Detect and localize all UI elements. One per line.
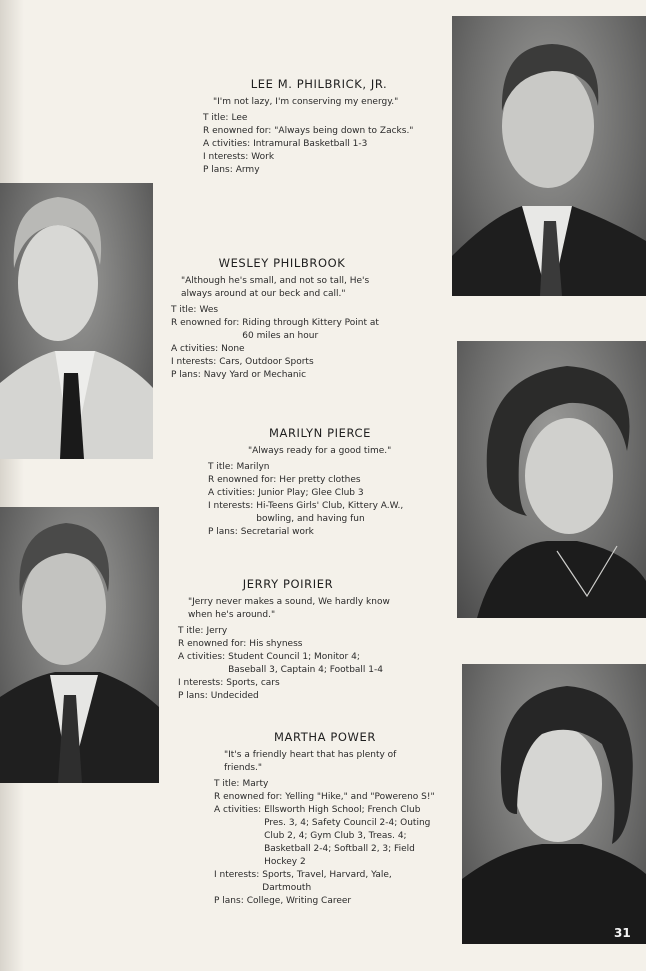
page-binding-shadow <box>0 0 24 971</box>
student-quote: "Always ready for a good time." <box>248 446 392 456</box>
interests-label: I nterests: <box>208 501 254 511</box>
activities-field <box>208 487 432 500</box>
title-value: Marty <box>242 779 269 789</box>
title-field <box>178 625 398 638</box>
activities-field <box>178 651 398 677</box>
plans-value: College, Writing Career <box>246 896 352 906</box>
renowned-label: R enowned for: <box>178 639 247 649</box>
interests-field <box>203 151 435 164</box>
activities-label: A ctivities: <box>171 344 219 354</box>
student-name: LEE M. PHILBRICK, JR. <box>250 77 388 91</box>
activities-field <box>203 138 435 151</box>
senior-entry-lee-philbrick <box>203 78 435 177</box>
interests-value: Work <box>251 152 275 162</box>
interests-label: I nterests: <box>203 152 249 162</box>
plans-value: Navy Yard or Mechanic <box>203 370 307 380</box>
interests-label: I nterests: <box>178 678 224 688</box>
activities-label: A ctivities: <box>214 805 262 815</box>
student-name: MARTHA POWER <box>274 730 376 744</box>
activities-value: Junior Play; Glee Club 3 <box>258 488 364 498</box>
student-quote: "It's a friendly heart that has plenty of friends." <box>224 750 397 773</box>
interests-field <box>178 677 398 690</box>
interests-label: I nterests: <box>214 870 260 880</box>
title-field <box>214 778 436 791</box>
senior-entry-martha-power <box>214 731 436 908</box>
senior-entry-wesley-philbrook <box>171 257 393 382</box>
activities-label: A ctivities: <box>203 139 251 149</box>
plans-field <box>208 526 432 539</box>
portrait-photo-lee-philbrick <box>452 16 646 296</box>
activities-value: Ellsworth High School; French Club Pres. 3, 4; Safety Council 2-4; Outing Club 2, 4; Gym Club 3, Treas. 4; Basketball 2-4; Softball 2, 3; Field Hockey 2 <box>264 805 431 867</box>
activities-label: A ctivities: <box>208 488 256 498</box>
renowned-label: R enowned for: <box>208 475 277 485</box>
interests-field <box>208 500 432 526</box>
renowned-value: Yelling "Hike," and "Powereno S!" <box>285 792 435 802</box>
activities-field <box>214 804 436 869</box>
renowned-value: "Always being down to Zacks." <box>274 126 414 136</box>
plans-label: P lans: <box>171 370 201 380</box>
title-label: T itle: <box>171 305 197 315</box>
title-value: Lee <box>231 113 248 123</box>
renowned-label: R enowned for: <box>203 126 272 136</box>
plans-label: P lans: <box>203 165 233 175</box>
interests-field <box>214 869 436 895</box>
title-label: T itle: <box>178 626 204 636</box>
renowned-label: R enowned for: <box>171 318 240 328</box>
portrait-photo-martha-power <box>462 664 646 944</box>
activities-field <box>171 343 393 356</box>
portrait-photo-jerry-poirier <box>0 507 159 783</box>
renowned-value: His shyness <box>249 639 303 649</box>
plans-field <box>203 164 435 177</box>
senior-entry-jerry-poirier <box>178 578 398 703</box>
plans-value: Army <box>235 165 260 175</box>
portrait-photo-marilyn-pierce <box>457 341 646 618</box>
plans-value: Secretarial work <box>240 527 314 537</box>
renowned-value: Her pretty clothes <box>279 475 361 485</box>
title-label: T itle: <box>203 113 229 123</box>
plans-value: Undecided <box>210 691 259 701</box>
renowned-label: R enowned for: <box>214 792 283 802</box>
renowned-field <box>214 791 436 804</box>
student-quote: "Although he's small, and not so tall, He's always around at our beck and call." <box>181 276 370 299</box>
title-field <box>208 461 432 474</box>
student-quote: "I'm not lazy, I'm conserving my energy." <box>213 97 399 107</box>
renowned-value: Riding through Kittery Point at 60 miles an hour <box>242 318 379 341</box>
title-field <box>171 304 393 317</box>
interests-label: I nterests: <box>171 357 217 367</box>
interests-field <box>171 356 393 369</box>
renowned-field <box>203 125 435 138</box>
student-quote: "Jerry never makes a sound, We hardly know when he's around." <box>188 597 390 620</box>
student-name: MARILYN PIERCE <box>268 426 372 440</box>
title-label: T itle: <box>208 462 234 472</box>
title-value: Wes <box>199 305 219 315</box>
interests-value: Cars, Outdoor Sports <box>219 357 314 367</box>
plans-field <box>171 369 393 382</box>
plans-label: P lans: <box>214 896 244 906</box>
activities-label: A ctivities: <box>178 652 226 662</box>
interests-value: Sports, Travel, Harvard, Yale, Dartmouth <box>262 870 392 893</box>
activities-value: Intramural Basketball 1-3 <box>253 139 368 149</box>
senior-entry-marilyn-pierce <box>208 427 432 539</box>
title-label: T itle: <box>214 779 240 789</box>
plans-field <box>214 895 436 908</box>
portrait-photo-wesley-philbrook <box>0 183 153 459</box>
plans-label: P lans: <box>208 527 238 537</box>
plans-label: P lans: <box>178 691 208 701</box>
activities-value: Student Council 1; Monitor 4; Baseball 3, Captain 4; Football 1-4 <box>228 652 383 675</box>
renowned-field <box>208 474 432 487</box>
student-name: JERRY POIRIER <box>242 577 334 591</box>
title-value: Jerry <box>206 626 228 636</box>
student-name: WESLEY PHILBROOK <box>218 256 346 270</box>
activities-value: None <box>221 344 245 354</box>
renowned-field <box>171 317 393 343</box>
title-value: Marilyn <box>236 462 270 472</box>
page-number: 31 <box>614 926 631 940</box>
interests-value: Sports, cars <box>226 678 280 688</box>
plans-field <box>178 690 398 703</box>
renowned-field <box>178 638 398 651</box>
interests-value: Hi-Teens Girls' Club, Kittery A.W., bowling, and having fun <box>256 501 404 524</box>
title-field <box>203 112 435 125</box>
